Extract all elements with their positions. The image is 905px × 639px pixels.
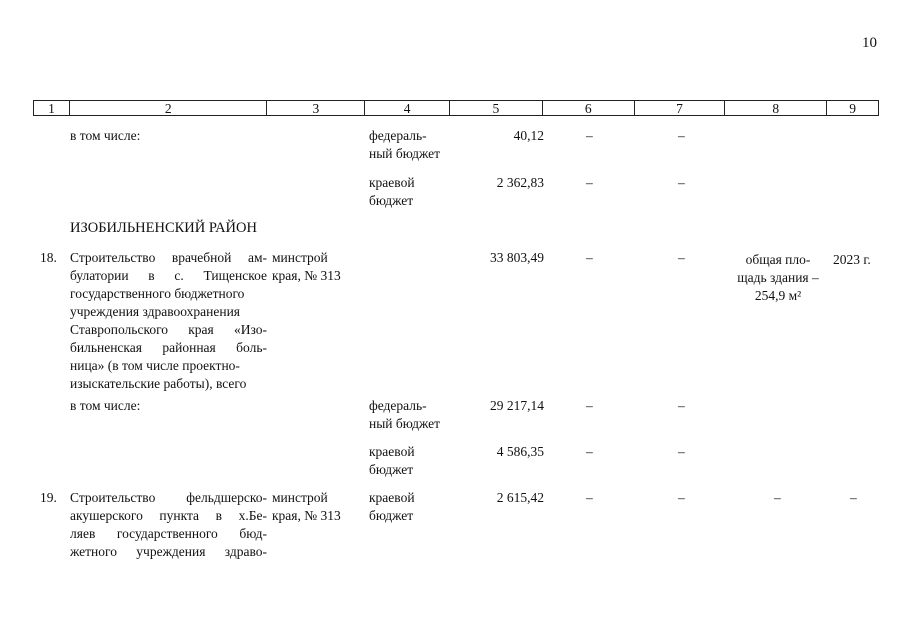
dash: – (586, 490, 593, 505)
funding-source: бюджет (369, 508, 414, 523)
item-description: бильненская районная боль- (70, 340, 267, 355)
col-header-1: 1 (34, 101, 70, 115)
funding-source: ный бюджет (369, 146, 441, 161)
completion-year: 2023 г. (833, 252, 871, 267)
funding-source: краевой (369, 490, 415, 505)
dash: – (678, 398, 685, 413)
amount: 29 217,14 (490, 398, 544, 413)
item-description: Строительство фельдшерско- (70, 490, 267, 505)
item-description: ница» (в том числе проектно- (70, 358, 240, 373)
responsible: края, № 313 (272, 268, 341, 283)
item-description: жетного учреждения здраво- (70, 544, 267, 559)
dash: – (586, 250, 593, 265)
item-description: акушерского пункта в х.Бе- (70, 508, 267, 523)
dash: – (774, 490, 781, 505)
funding-source: бюджет (369, 193, 414, 208)
amount: 2 615,42 (496, 490, 544, 505)
item-description: ляев государственного бюд- (70, 526, 267, 541)
row-number: 18. (40, 250, 57, 265)
amount: 40,12 (513, 128, 544, 143)
section-title: ИЗОБИЛЬНЕНСКИЙ РАЙОН (70, 220, 257, 236)
col-header-7: 7 (635, 101, 726, 115)
amount: 4 586,35 (496, 444, 544, 459)
item-description: учреждения здравоохранения (70, 304, 241, 319)
item-description: булатории в с. Тищенское (70, 268, 267, 283)
dash: – (586, 128, 593, 143)
col-header-9: 9 (849, 101, 856, 116)
col-header-5: 5 (450, 101, 543, 115)
dash: – (678, 250, 685, 265)
dash: – (678, 128, 685, 143)
capacity: 254,9 м² (754, 288, 802, 303)
dash: – (586, 398, 593, 413)
capacity: щадь здания – (737, 270, 819, 285)
funding-source: бюджет (369, 462, 414, 477)
row-number: 19. (40, 490, 57, 505)
dash: – (850, 490, 857, 505)
item-description: государственного бюджетного (70, 286, 245, 301)
responsible: края, № 313 (272, 508, 341, 523)
subtotal-label: в том числе: (70, 128, 141, 143)
dash: – (586, 175, 593, 190)
funding-source: федераль- (369, 398, 427, 413)
dash: – (678, 490, 685, 505)
funding-source: федераль- (369, 128, 427, 143)
responsible: минстрой (272, 250, 328, 265)
column-number-header (33, 100, 879, 116)
col-header-3: 3 (267, 101, 365, 115)
col-header-6: 6 (543, 101, 635, 115)
page-number: 10 (862, 35, 877, 51)
item-description: Строительство врачебной ам- (70, 250, 267, 265)
funding-source: краевой (369, 175, 415, 190)
subtotal-label: в том числе: (70, 398, 141, 413)
col-header-8: 8 (725, 101, 827, 115)
amount: 33 803,49 (490, 250, 544, 265)
capacity: общая пло- (745, 252, 811, 267)
funding-source: краевой (369, 444, 415, 459)
item-description: изыскательские работы), всего (70, 376, 247, 391)
funding-source: ный бюджет (369, 416, 441, 431)
responsible: минстрой (272, 490, 328, 505)
amount: 2 362,83 (496, 175, 544, 190)
dash: – (678, 444, 685, 459)
dash: – (586, 444, 593, 459)
dash: – (678, 175, 685, 190)
item-description: Ставропольского края «Изо- (70, 322, 267, 337)
col-header-4: 4 (365, 101, 450, 115)
col-header-2: 2 (70, 101, 268, 115)
